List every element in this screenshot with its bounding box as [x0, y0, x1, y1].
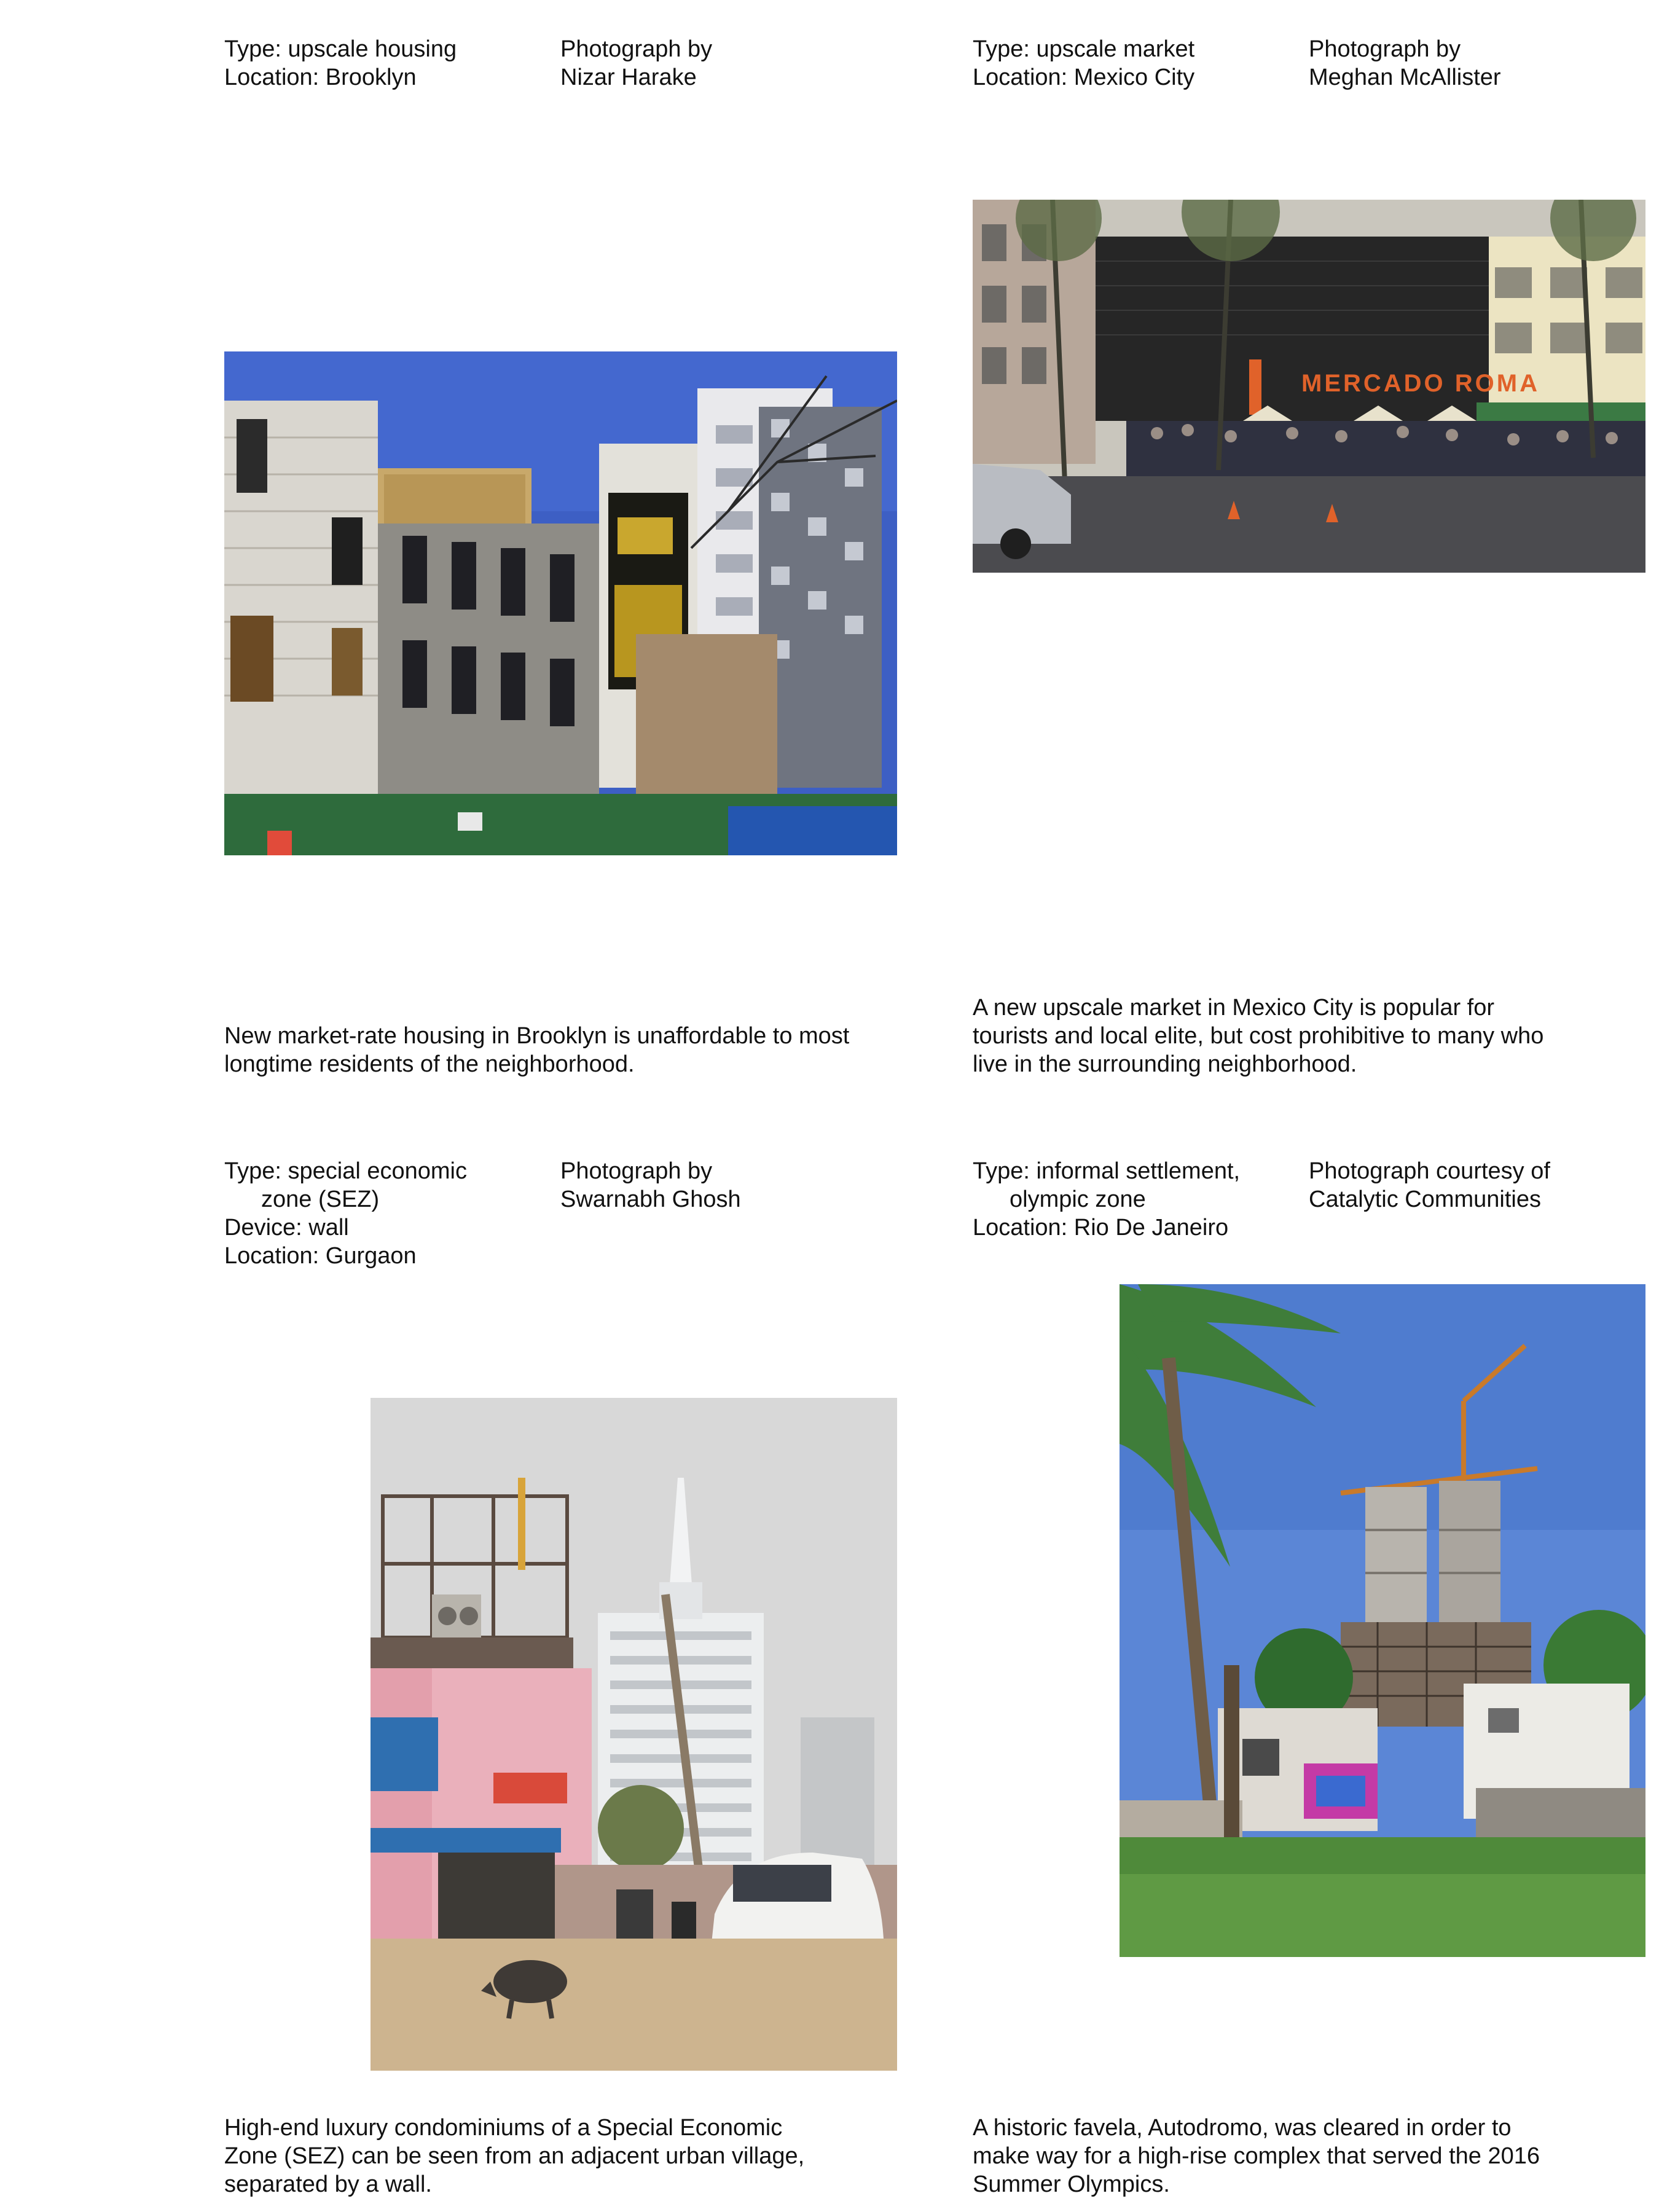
- entry2-location: Location: Mexico City: [973, 65, 1195, 90]
- entry3-caption: [224, 2114, 912, 2198]
- entry3-type-block: [224, 1157, 467, 1270]
- entry2-type: Type: upscale market: [973, 36, 1195, 62]
- entry2-credit-label: Photograph by: [1309, 36, 1461, 62]
- caption-line: High-end luxury condominiums of a Special Economic: [224, 2115, 783, 2141]
- caption-line: A new upscale market in Mexico City is popular for: [973, 995, 1495, 1021]
- entry4-type-block: [973, 1157, 1240, 1242]
- entry4-type-cont: olympic zone: [1010, 1186, 1146, 1212]
- caption-line: New market-rate housing in Brooklyn is unaffordable to most: [224, 1023, 850, 1049]
- entry1-credit-label: Photograph by: [560, 36, 713, 62]
- entry4-caption: [973, 2114, 1659, 2198]
- caption-line: Summer Olympics.: [973, 2171, 1170, 2197]
- entry3-location: Location: Gurgaon: [224, 1243, 417, 1269]
- brooklyn-housing-photo: [224, 351, 897, 855]
- entry1-type: Type: upscale housing: [224, 36, 457, 62]
- caption-line: make way for a high-rise complex that served the 2016: [973, 2143, 1540, 2169]
- caption-line: A historic favela, Autodromo, was cleared in order to: [973, 2115, 1512, 2141]
- caption-line: live in the surrounding neighborhood.: [973, 1051, 1357, 1077]
- entry4-location: Location: Rio De Janeiro: [973, 1215, 1229, 1241]
- entry2-type-block: [973, 35, 1194, 92]
- caption-line: Zone (SEZ) can be seen from an adjacent urban village,: [224, 2143, 805, 2169]
- entry2-caption: [973, 994, 1659, 1078]
- market-sign-text: MERCADO ROMA: [1301, 370, 1540, 397]
- entry3-type-cont: zone (SEZ): [261, 1186, 380, 1212]
- entry4-photographer: Catalytic Communities: [1309, 1186, 1541, 1212]
- entry4-credit-label: Photograph courtesy of: [1309, 1158, 1550, 1184]
- entry3-photographer: Swarnabh Ghosh: [560, 1186, 741, 1212]
- entry4-type: Type: informal settlement,: [973, 1158, 1241, 1184]
- entry1-caption: [224, 1022, 912, 1078]
- entry1-credit-block: [560, 35, 712, 92]
- entry2-credit-block: [1309, 35, 1501, 92]
- gurgaon-sez-photo: [371, 1398, 897, 2071]
- caption-line: tourists and local elite, but cost prohibitive to many who: [973, 1023, 1544, 1049]
- caption-line: separated by a wall.: [224, 2171, 432, 2197]
- entry3-device: Device: wall: [224, 1215, 349, 1241]
- mexico-market-photo: [973, 200, 1645, 573]
- entry1-photographer: Nizar Harake: [560, 65, 697, 90]
- entry1-type-block: [224, 35, 457, 92]
- caption-line: longtime residents of the neighborhood.: [224, 1051, 635, 1077]
- entry1-location: Location: Brooklyn: [224, 65, 417, 90]
- entry3-type: Type: special economic: [224, 1158, 467, 1184]
- entry3-credit-label: Photograph by: [560, 1158, 713, 1184]
- rio-favela-photo: [1120, 1284, 1645, 1957]
- entry4-credit-block: [1309, 1157, 1550, 1214]
- entry2-photographer: Meghan McAllister: [1309, 65, 1501, 90]
- entry3-credit-block: [560, 1157, 741, 1214]
